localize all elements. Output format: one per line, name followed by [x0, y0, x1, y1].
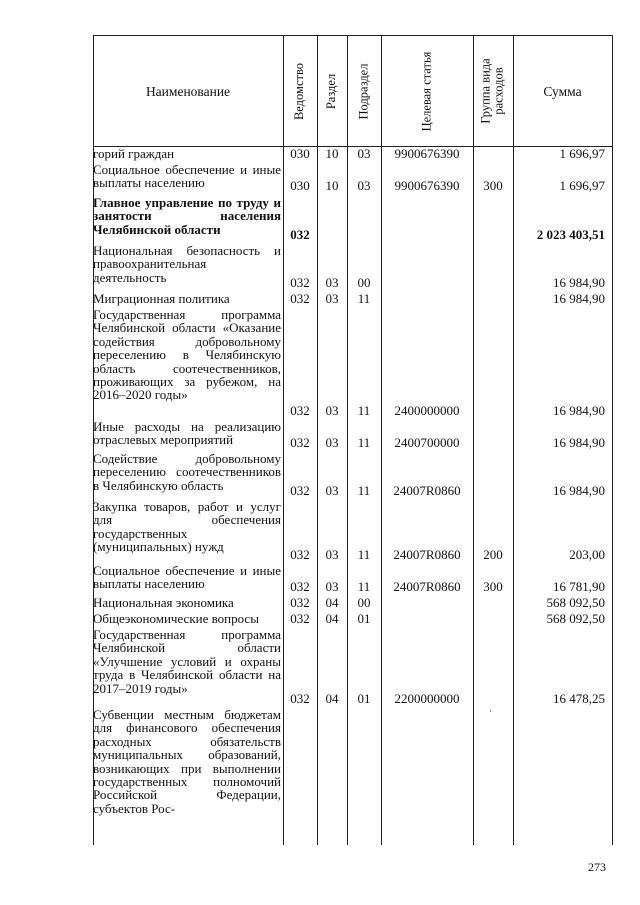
row-podrazdel: 03	[357, 178, 371, 193]
row-summa: 1 696,97	[559, 146, 605, 161]
row-razdel: 04	[325, 691, 339, 706]
header-summa: Сумма	[543, 83, 582, 99]
header-razdel: Раздел	[324, 73, 339, 109]
row-summa: 568 092,50	[546, 595, 605, 610]
row-name: Главное управление по труду и занятости населения Челябинской области	[93, 195, 281, 237]
row-razdel: 03	[325, 291, 339, 306]
row-summa: 568 092,50	[546, 611, 605, 626]
row-razdel: 04	[325, 611, 339, 626]
row-summa: 2 023 403,51	[536, 227, 605, 242]
header-gruppa	[480, 58, 506, 123]
header-name: Наименование	[145, 83, 231, 99]
row-podrazdel: 11	[357, 547, 371, 562]
row-summa: 16 984,90	[553, 403, 605, 418]
header-celevaya-cell	[381, 35, 473, 147]
row-podrazdel: 11	[357, 579, 371, 594]
row-celevaya: 2400000000	[394, 403, 460, 418]
row-celevaya: 24007R0860	[393, 483, 461, 498]
row-summa: 16 781,90	[553, 579, 605, 594]
row-summa: 16 984,90	[553, 483, 605, 498]
row-name: Содействие добровольному переселению соотечественников в Челябинскую область	[93, 451, 281, 493]
row-name: Социальное обеспечение и иные выплаты населению	[93, 162, 281, 191]
row-razdel: 04	[325, 595, 339, 610]
header-gruppa-line1: Группа вида	[479, 58, 494, 124]
row-vedomstvo: 032	[290, 483, 310, 498]
row-name: Закупка товаров, работ и услуг для обеспечения государственных (муниципальных) нужд	[93, 499, 281, 555]
row-podrazdel: 11	[357, 291, 371, 306]
header-gruppa-cell	[473, 35, 513, 147]
row-razdel: 03	[325, 403, 339, 418]
row-name: Иные расходы на реализацию отраслевых мероприятий	[93, 419, 281, 448]
row-podrazdel: 00	[357, 595, 371, 610]
row-name: горий граждан	[93, 146, 175, 161]
row-celevaya: 2400700000	[394, 435, 460, 450]
row-celevaya: 9900676390	[394, 146, 460, 161]
row-vedomstvo: 030	[290, 178, 310, 193]
row-vedomstvo: 032	[290, 435, 310, 450]
row-podrazdel: 01	[357, 611, 371, 626]
row-vedomstvo: 032	[290, 403, 310, 418]
header-podrazdel: Подраздел	[356, 63, 371, 119]
row-vedomstvo: 032	[290, 579, 310, 594]
row-name: Социальное обеспечение и иные выплаты населению	[93, 563, 281, 592]
row-name: Государственная программа Челябинской области «Улучшение условий и охраны труда в Челябинской области на 2017–2019 годы»	[93, 627, 281, 696]
row-razdel: 03	[325, 483, 339, 498]
row-name: Национальная безопасность и правоохранительная деятельность	[93, 243, 281, 285]
row-podrazdel: 01	[357, 691, 371, 706]
row-vedomstvo: 032	[290, 227, 310, 242]
row-podrazdel: 03	[357, 146, 371, 161]
row-razdel: 03	[325, 579, 339, 594]
row-name: Субвенции местным бюджетам для финансового обеспечения расходных обязательств муниципальных образований, возникающих при выполнении государственных полномочий Российской Федерации, субъектов Рос-	[93, 707, 281, 816]
row-name: Общеэкономические вопросы	[93, 611, 259, 626]
row-summa: 16 478,25	[553, 691, 605, 706]
page-number: 273	[588, 860, 606, 874]
row-celevaya: 24007R0860	[393, 579, 461, 594]
row-podrazdel: 11	[357, 483, 371, 498]
row-gruppa: 300	[483, 178, 503, 193]
row-podrazdel: 11	[357, 403, 371, 418]
scan-speck: ·	[489, 706, 492, 716]
row-vedomstvo: 032	[290, 595, 310, 610]
row-podrazdel: 11	[357, 435, 371, 450]
header-celevaya: Целевая статья	[419, 51, 434, 131]
header-vedomstvo-cell	[283, 35, 317, 147]
header-name-cell	[93, 35, 283, 147]
row-razdel: 03	[325, 435, 339, 450]
row-summa: 16 984,90	[553, 291, 605, 306]
header-vedomstvo: Ведомство	[292, 62, 307, 120]
header-summa-cell	[513, 35, 612, 147]
row-gruppa: 200	[483, 547, 503, 562]
row-summa: 16 984,90	[553, 435, 605, 450]
row-summa: 16 984,90	[553, 275, 605, 290]
row-razdel: 10	[325, 146, 339, 161]
header-gruppa-line2: расходов	[492, 67, 507, 115]
row-name: Национальная экономика	[93, 595, 234, 610]
row-vedomstvo: 032	[290, 291, 310, 306]
row-razdel: 10	[325, 178, 339, 193]
row-razdel: 03	[325, 547, 339, 562]
row-summa: 203,00	[569, 547, 605, 562]
row-vedomstvo: 032	[290, 691, 310, 706]
row-vedomstvo: 032	[290, 275, 310, 290]
row-razdel: 03	[325, 275, 339, 290]
row-gruppa: 300	[483, 579, 503, 594]
col-line-gruppa	[473, 35, 474, 845]
row-vedomstvo: 032	[290, 611, 310, 626]
row-name: Государственная программа Челябинской области «Оказание содействия добровольному переселению в Челябинскую область соотечественников, проживающих за рубежом, на 2016–2020 годы»	[93, 307, 281, 403]
col-line-right	[612, 35, 613, 845]
row-celevaya: 9900676390	[394, 178, 460, 193]
row-vedomstvo: 032	[290, 547, 310, 562]
row-celevaya: 24007R0860	[393, 547, 461, 562]
row-vedomstvo: 030	[290, 146, 310, 161]
header-razdel-cell	[317, 35, 347, 147]
row-name: Миграционная политика	[93, 291, 230, 306]
row-podrazdel: 00	[357, 275, 371, 290]
row-celevaya: 2200000000	[394, 691, 460, 706]
row-summa: 1 696,97	[559, 178, 605, 193]
header-podrazdel-cell	[347, 35, 381, 147]
